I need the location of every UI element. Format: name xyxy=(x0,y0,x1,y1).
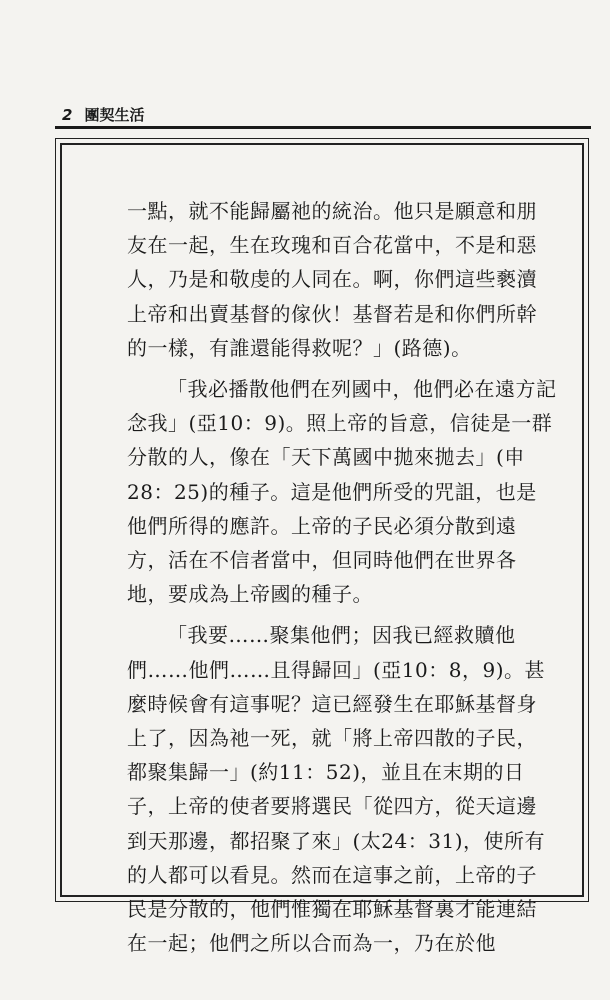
body-text xyxy=(127,194,557,960)
page-number: 2 xyxy=(62,106,73,124)
paragraph: 一點，就不能歸屬祂的統治。他只是願意和朋友在一起，生在玫瑰和百合花當中，不是和惡人，乃是和敬虔的人同在。啊，你們這些褻瀆上帝和出賣基督的傢伙！基督若是和你們所幹的一樣，有誰還能得救呢？」(路德)。 xyxy=(127,199,537,360)
running-header xyxy=(62,104,144,125)
paragraph: 「我要……聚集他們；因我已經救贖他們……他們……且得歸回」(亞10：8，9)。甚麼時候會有這事呢？這已經發生在耶穌基督身上了，因為祂一死，就「將上帝四散的子民，都聚集歸一」(約11：52)，並且在末期的日子，上帝的使者要將選民「從四方，從天這邊到天那邊，都招聚了來」(太24：31)，使所有的人都可以看見。然而在這事之前，上帝的子民是分散的，他們惟獨在耶穌基督裏才能連結在一起；他們之所以合而為一，乃在於他 xyxy=(127,623,546,956)
paragraph: 「我必播散他們在列國中，他們必在遠方記念我」(亞10：9)。照上帝的旨意，信徒是一群分散的人，像在「天下萬國中拋來拋去」(申28：25)的種子。這是他們所受的咒詛，也是他們所得的應許。上帝的子民必須分散到遠方，活在不信者當中，但同時他們在世界各地，要成為上帝國的種子。 xyxy=(127,377,557,607)
header-rule xyxy=(55,126,591,129)
book-title: 團契生活 xyxy=(84,106,145,124)
